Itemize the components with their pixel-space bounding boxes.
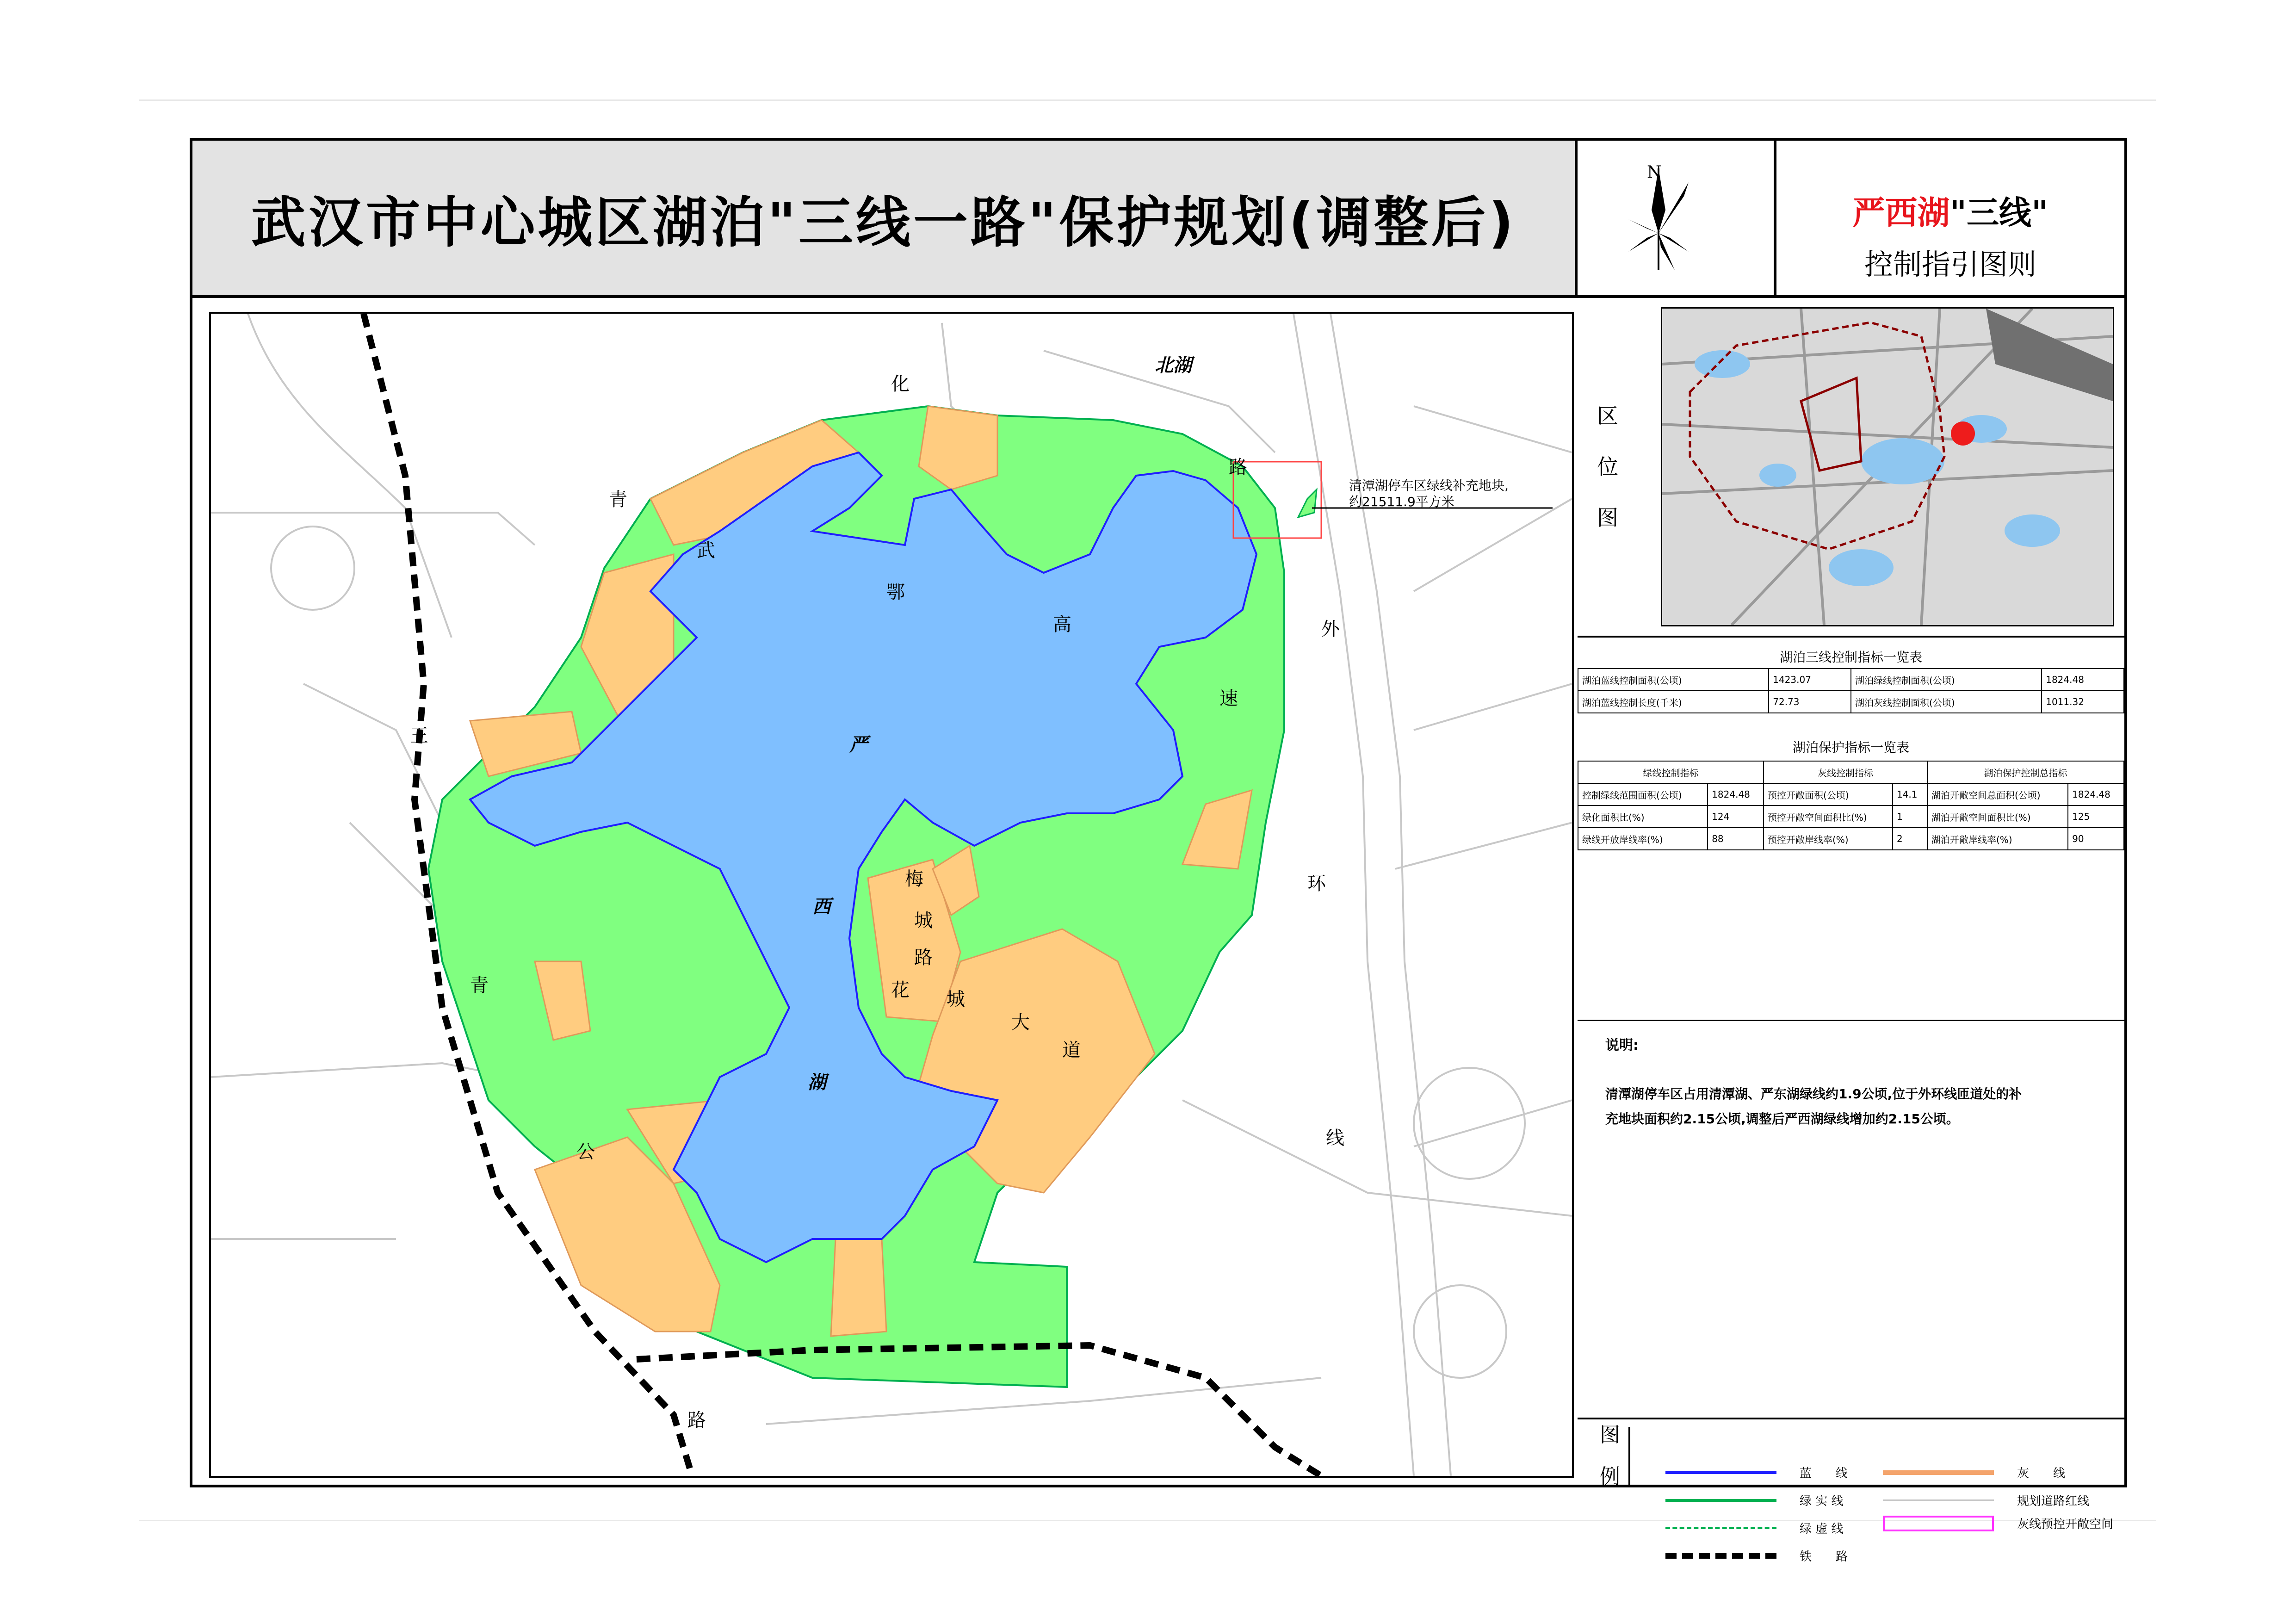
road-label: 路 xyxy=(1229,457,1247,478)
lake-label: 西 xyxy=(812,896,831,917)
annotation-text-1: 清潭湖停车区绿线补充地块, xyxy=(1349,478,1509,493)
notes-section xyxy=(1605,1034,2106,1132)
road-label: 速 xyxy=(1219,688,1238,709)
table2-caption: 湖泊保护指标一览表 xyxy=(1792,740,1909,755)
north-lake-label: 北湖 xyxy=(1155,355,1192,376)
legend-label: 规划道路红线 xyxy=(2017,1494,2090,1508)
road-label: 青 xyxy=(470,975,489,996)
railway-swatch xyxy=(1665,1553,1776,1559)
table-row xyxy=(1578,828,2124,850)
drawing-frame xyxy=(190,138,2127,1564)
table-row xyxy=(1578,669,2124,691)
road-label: 公 xyxy=(576,1141,595,1163)
green-dashed-swatch xyxy=(1665,1527,1776,1529)
legend-item-road-red-line xyxy=(1883,1492,2089,1509)
table-header: 湖泊保护控制总指标 xyxy=(1927,761,2124,783)
legend-tag xyxy=(1591,1423,1630,1488)
table-cell: 湖泊蓝线控制面积(公顷) xyxy=(1578,669,1769,691)
road-label: 鄂 xyxy=(886,582,905,603)
legend-label: 蓝 线 xyxy=(1800,1467,1848,1481)
notes-line: 充地块面积约2.15公顷,调整后严西湖绿线增加约2.15公顷。 xyxy=(1605,1111,1959,1127)
legend-item-green-dashed xyxy=(1665,1519,1844,1536)
three-line-index-table xyxy=(1578,668,2124,713)
road-label: 路 xyxy=(687,1410,706,1431)
table-cell: 72.73 xyxy=(1769,691,1851,713)
table-cell: 预控开敞面积(公顷) xyxy=(1764,783,1893,805)
location-label-char: 图 xyxy=(1597,505,1618,530)
road-line-swatch xyxy=(1883,1499,1994,1501)
north-arrow-block xyxy=(1578,141,1776,298)
table-row xyxy=(1578,783,2124,805)
blue-line-swatch xyxy=(1665,1471,1776,1474)
table-cell: 1 xyxy=(1893,805,1927,828)
legend-label: 铁 路 xyxy=(1800,1550,1848,1564)
table-header: 灰线控制指标 xyxy=(1764,761,1927,783)
legend-tag-char: 图 xyxy=(1600,1423,1620,1447)
table-header-row xyxy=(1578,761,2124,783)
plan-name xyxy=(1776,187,2124,234)
table-header: 绿线控制指标 xyxy=(1578,761,1764,783)
table-cell: 绿线开放岸线率(%) xyxy=(1578,828,1708,850)
location-label xyxy=(1587,298,1628,636)
protection-index-table xyxy=(1578,761,2124,850)
table-cell: 2 xyxy=(1893,828,1927,850)
road-label: 王 xyxy=(410,725,428,746)
table-cell: 预控开敞岸线率(%) xyxy=(1764,828,1893,850)
legend xyxy=(1578,1423,2124,1564)
road-label: 路 xyxy=(914,947,933,968)
notes-title: 说明: xyxy=(1605,1037,1639,1053)
legend-label: 灰 线 xyxy=(2017,1467,2066,1481)
location-label-char: 位 xyxy=(1597,454,1618,479)
table-cell: 1824.48 xyxy=(2068,783,2124,805)
road-label: 外 xyxy=(1321,619,1340,640)
page-title: 武汉市中心城区湖泊"三线一路"保护规划(调整后) xyxy=(251,191,1516,254)
location-map xyxy=(1661,307,2114,626)
table-cell: 90 xyxy=(2068,828,2124,850)
north-arrow-icon xyxy=(1578,141,1772,293)
road-label: 梅 xyxy=(905,868,923,890)
legend-item-open-space xyxy=(1883,1515,2113,1532)
lake-label: 湖 xyxy=(808,1072,826,1093)
title-block xyxy=(192,141,1578,298)
open-space-swatch xyxy=(1883,1516,1994,1531)
table1-caption: 湖泊三线控制指标一览表 xyxy=(1779,650,1922,665)
svg-text:N: N xyxy=(1647,163,1662,182)
table-cell: 湖泊开敞空间总面积(公顷) xyxy=(1927,783,2068,805)
gray-line-swatch xyxy=(1883,1470,1994,1475)
lake-name: 严西湖 xyxy=(1852,194,1950,232)
road-label: 城 xyxy=(947,989,965,1010)
table-cell: 1011.32 xyxy=(2042,691,2124,713)
road-label: 大 xyxy=(1011,1012,1030,1033)
road-label: 化 xyxy=(891,373,910,395)
road-label: 高 xyxy=(1053,614,1071,635)
location-map-svg xyxy=(1662,309,2113,625)
legend-item-railway xyxy=(1665,1547,1848,1564)
table-cell: 125 xyxy=(2068,805,2124,828)
road-label: 道 xyxy=(1062,1040,1081,1061)
lake-label: 严 xyxy=(849,734,868,756)
legend-item-gray-line xyxy=(1883,1464,2065,1481)
table-cell: 湖泊开敞岸线率(%) xyxy=(1927,828,2068,850)
road-label: 花 xyxy=(891,979,910,1001)
table-cell: 湖泊蓝线控制长度(千米) xyxy=(1578,691,1769,713)
legend-label: 绿 虚 线 xyxy=(1800,1522,1844,1536)
plan-subtitle: 控制指引图则 xyxy=(1864,248,2036,281)
legend-item-blue-line xyxy=(1665,1464,1848,1481)
supplement-plot xyxy=(1298,489,1317,517)
page-bottom-rule xyxy=(139,1520,2156,1521)
table-cell: 1423.07 xyxy=(1769,669,1851,691)
table-cell: 绿化面积比(%) xyxy=(1578,805,1708,828)
divider xyxy=(1578,1418,2124,1419)
road-label: 青 xyxy=(609,489,627,510)
side-panel xyxy=(1578,298,2124,1564)
table-row xyxy=(1578,805,2124,828)
line-tag: "三线" xyxy=(1949,194,2048,232)
table-cell: 1824.48 xyxy=(1708,783,1764,805)
table-cell: 88 xyxy=(1708,828,1764,850)
table-cell: 湖泊绿线控制面积(公顷) xyxy=(1851,669,2042,691)
legend-label: 灰线预控开敞空间 xyxy=(2017,1518,2114,1531)
legend-label: 绿 实 线 xyxy=(1800,1494,1844,1508)
table-cell: 124 xyxy=(1708,805,1764,828)
main-map[interactable] xyxy=(209,312,1574,1478)
legend-item-green-solid xyxy=(1665,1492,1844,1509)
divider xyxy=(1578,1020,2124,1021)
road-label: 环 xyxy=(1307,873,1326,894)
table-cell: 控制绿线范围面积(公顷) xyxy=(1578,783,1708,805)
road-label: 城 xyxy=(914,910,933,931)
table-row xyxy=(1578,691,2124,713)
divider xyxy=(1578,636,2124,638)
plan-header xyxy=(1776,141,2124,298)
table-cell: 预控开敞空间面积比(%) xyxy=(1764,805,1893,828)
table-cell: 湖泊灰线控制面积(公顷) xyxy=(1851,691,2042,713)
legend-tag-char: 例 xyxy=(1600,1464,1620,1488)
lake-location-marker xyxy=(1951,421,1975,446)
table-cell: 湖泊开敞空间面积比(%) xyxy=(1927,805,2068,828)
page-top-rule xyxy=(139,99,2156,101)
annotation-text-2: 约21511.9平方米 xyxy=(1349,494,1454,509)
table-cell: 1824.48 xyxy=(2042,669,2124,691)
notes-line: 清潭湖停车区占用清潭湖、严东湖绿线约1.9公顷,位于外环线匝道处的补 xyxy=(1605,1086,2022,1102)
road-label: 线 xyxy=(1326,1127,1344,1149)
table-cell: 14.1 xyxy=(1893,783,1927,805)
road-label: 武 xyxy=(697,540,715,561)
green-solid-swatch xyxy=(1665,1499,1776,1502)
location-label-char: 区 xyxy=(1597,403,1618,428)
